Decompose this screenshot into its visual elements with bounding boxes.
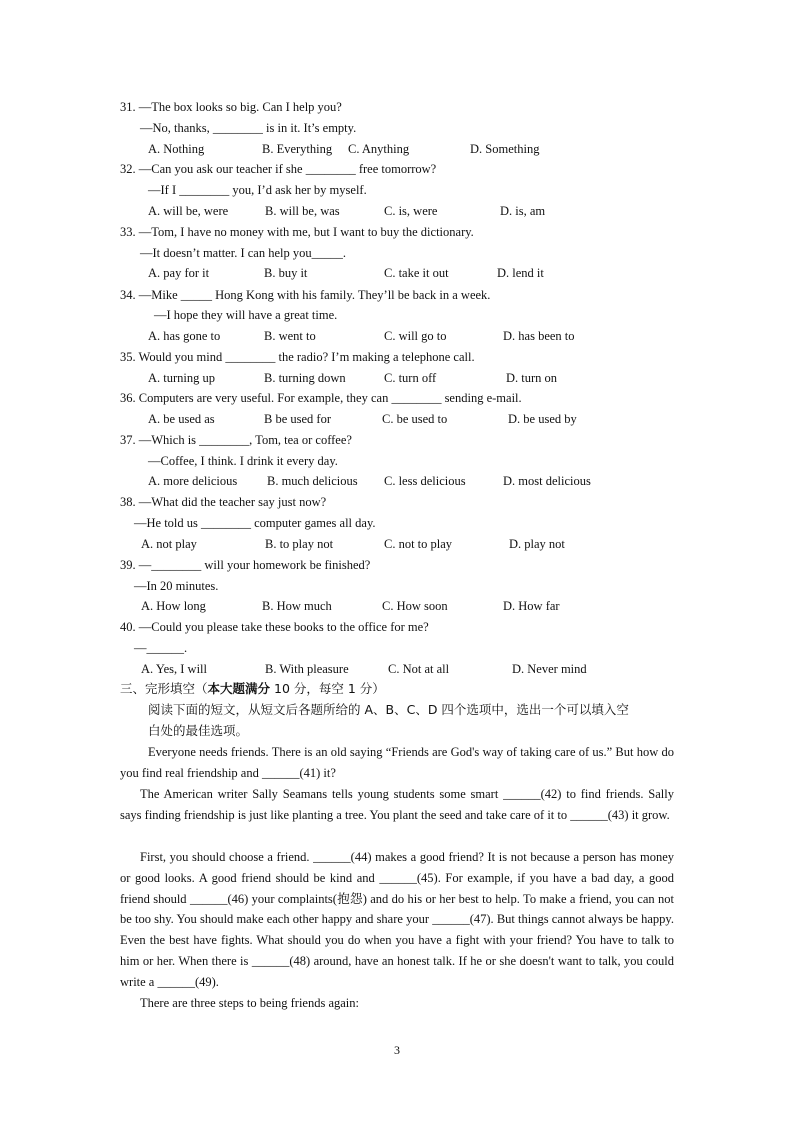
question-35-stem: 35. Would you mind ________ the radio? I’m making a telephone call. [120,350,475,364]
question-33-option-a: A. pay for it [148,266,210,280]
question-33-stem: 33. —Tom, I have no money with me, but I want to buy the dictionary. [120,225,474,239]
question-39-line: —In 20 minutes. [134,579,219,593]
question-37-option-a: A. more delicious [148,474,238,488]
question-36-option-c: C. be used to [382,412,448,426]
section-instruction-line-2: 白处的最佳选项。 [148,723,249,738]
question-35-option-c: C. turn off [384,371,437,385]
question-38-option-d: D. play not [509,537,565,551]
question-31-line: —No, thanks, ________ is in it. It’s empty. [140,121,357,135]
question-36-option-b: B be used for [264,412,331,426]
question-32-option-b: B. will be, was [265,204,340,218]
question-32-option-a: A. will be, were [148,204,229,218]
passage-paragraph-3: First, you should choose a friend. ______(44) makes a good friend? It is not because a person has money or good looks. A good friend should be kind and ______(45). For example, if you have a bad day, a good friend should ______(46) your complaints(抱怨) and do his or her best to help. To make a friend, you can not be too shy. You should make each other happy and share your ______(47). But things cannot always be happy. Even the best have fights. What should you do when you have a fight with your friend? You have to talk to him or her. When there is ______(48) around, have an honest talk. If he or she doesn't want to talk, you could write a ______(49). [120,850,674,989]
question-40-stem: 40. —Could you please take these books to the office for me? [120,620,429,634]
question-33-line: —It doesn’t matter. I can help you_____. [140,246,346,260]
question-34-stem: 34. —Mike _____ Hong Kong with his family. They’ll be back in a week. [120,288,491,302]
question-38-option-c: C. not to play [384,537,453,551]
question-34-option-c: C. will go to [384,329,447,343]
question-34-option-a: A. has gone to [148,329,221,343]
question-31-option-a: A. Nothing [148,142,205,156]
question-31-option-b: B. Everything [262,142,333,156]
question-34-line: —I hope they will have a great time. [154,308,338,322]
question-36-option-d: D. be used by [508,412,577,426]
question-33-option-d: D. lend it [497,266,544,280]
question-31-stem: 31. —The box looks so big. Can I help you? [120,100,342,114]
passage-paragraph-4: There are three steps to being friends again: [140,996,360,1010]
question-35-option-d: D. turn on [506,371,558,385]
question-31-option-c: C. Anything [348,142,410,156]
passage-paragraph-1: Everyone needs friends. There is an old saying “Friends are God's way of taking care of us.” But how do you find real friendship and ______(41) it? [120,745,674,780]
question-31-option-d: D. Something [470,142,540,156]
passage-paragraph-2: The American writer Sally Seamans tells young students some smart ______(42) to find friends. Sally says finding friendship is just like planting a tree. You plant the seed and take care of it to ______(43) it grow. [120,787,674,822]
question-34-option-d: D. has been to [503,329,575,343]
question-38-line: —He told us ________ computer games all day. [134,516,376,530]
question-39-option-d: D. How far [503,599,560,613]
question-33-option-b: B. buy it [264,266,308,280]
question-40-option-d: D. Never mind [512,662,587,676]
question-35-option-b: B. turning down [264,371,346,385]
page-number: 3 [394,1043,400,1057]
question-34-option-b: B. went to [264,329,316,343]
section-heading-suffix: 10 分，每空 1 分） [270,681,385,696]
question-32-line: —If I ________ you, I’d ask her by myself. [148,183,367,197]
question-35-option-a: A. turning up [148,371,216,385]
question-33-option-c: C. take it out [384,266,449,280]
question-37-option-d: D. most delicious [503,474,591,488]
question-39-stem: 39. —________ will your homework be finished? [120,558,371,572]
question-32-stem: 32. —Can you ask our teacher if she ________ free tomorrow? [120,162,437,176]
question-39-option-c: C. How soon [382,599,448,613]
question-39-option-b: B. How much [262,599,332,613]
question-40-option-a: A. Yes, I will [141,662,207,676]
question-37-line: —Coffee, I think. I drink it every day. [148,454,338,468]
section-heading [120,681,385,697]
section-heading-prefix: 三、完形填空（ [120,681,208,696]
question-37-option-b: B. much delicious [267,474,358,488]
question-40-line: —______. [134,641,188,655]
section-heading-bold: 本大题满分 [207,681,271,696]
question-36-stem: 36. Computers are very useful. For example, they can ________ sending e-mail. [120,391,522,405]
question-32-option-d: D. is, am [500,204,546,218]
question-37-stem: 37. —Which is ________, Tom, tea or coffee? [120,433,352,447]
question-38-stem: 38. —What did the teacher say just now? [120,495,327,509]
question-38-option-b: B. to play not [265,537,334,551]
question-37-option-c: C. less delicious [384,474,466,488]
section-instruction-line-1: 阅读下面的短文，从短文后各题所给的 A、B、C、D 四个选项中，选出一个可以填入空 [148,702,629,717]
question-40-option-b: B. With pleasure [265,662,349,676]
question-39-option-a: A. How long [141,599,206,613]
question-36-option-a: A. be used as [148,412,215,426]
question-40-option-c: C. Not at all [388,662,450,676]
question-38-option-a: A. not play [141,537,197,551]
question-32-option-c: C. is, were [384,204,438,218]
